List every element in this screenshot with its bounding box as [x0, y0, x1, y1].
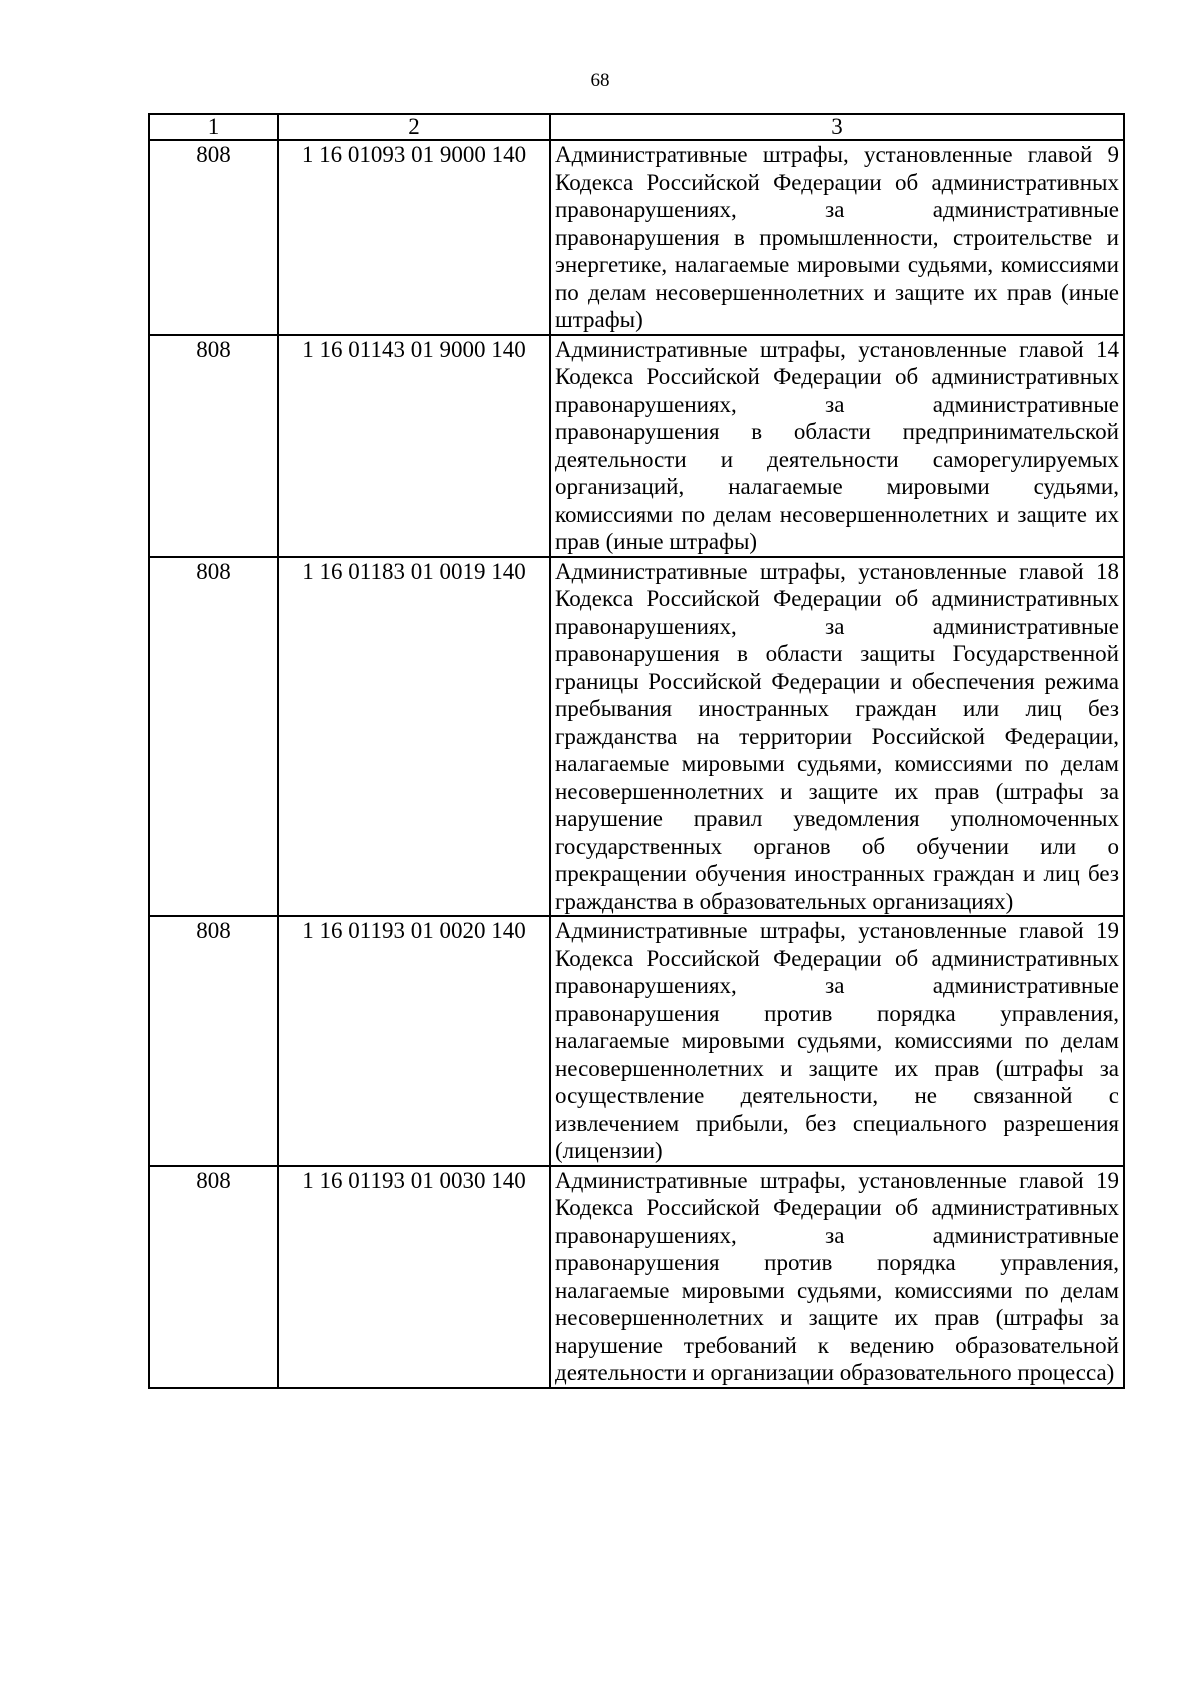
admin-code-cell: 808: [149, 335, 278, 557]
budget-classification-table: [148, 113, 1125, 1389]
table-header-row: [149, 114, 1124, 140]
column-header-1: 1: [149, 114, 278, 140]
description-cell: Административные штрафы, установленные главой 14 Кодекса Российской Федерации об административных правонарушениях, за административные правонарушения в области предпринимательской деятельности и деятельности саморегулируемых организаций, налагаемые мировыми судьями, комиссиями по делам несовершеннолетних и защите их прав (иные штрафы): [550, 335, 1124, 557]
page-number: 68: [590, 70, 610, 91]
description-cell: Административные штрафы, установленные главой 19 Кодекса Российской Федерации об административных правонарушениях, за административные правонарушения против порядка управления, налагаемые мировыми судьями, комиссиями по делам несовершеннолетних и защите их прав (штрафы за осуществление деятельности, не связанной с извлечением прибыли, без специального разрешения (лицензии): [550, 916, 1124, 1166]
column-header-2: 2: [278, 114, 550, 140]
table-row: [149, 1166, 1124, 1388]
description-cell: Административные штрафы, установленные главой 19 Кодекса Российской Федерации об административных правонарушениях, за административные правонарушения против порядка управления, налагаемые мировыми судьями, комиссиями по делам несовершеннолетних и защите их прав (штрафы за нарушение требований к ведению образовательной деятельности и организации образовательного процесса): [550, 1166, 1124, 1388]
description-cell: Административные штрафы, установленные главой 9 Кодекса Российской Федерации об административных правонарушениях, за административные правонарушения в промышленности, строительстве и энергетике, налагаемые мировыми судьями, комиссиями по делам несовершеннолетних и защите их прав (иные штрафы): [550, 140, 1124, 335]
table-row: [149, 557, 1124, 917]
budget-code-cell: 1 16 01143 01 9000 140: [278, 335, 550, 557]
admin-code-cell: 808: [149, 557, 278, 917]
admin-code-cell: 808: [149, 1166, 278, 1388]
table-row: [149, 140, 1124, 335]
budget-code-cell: 1 16 01193 01 0030 140: [278, 1166, 550, 1388]
admin-code-cell: 808: [149, 140, 278, 335]
admin-code-cell: 808: [149, 916, 278, 1166]
table-row: [149, 916, 1124, 1166]
table-row: [149, 335, 1124, 557]
description-cell: Административные штрафы, установленные главой 18 Кодекса Российской Федерации об административных правонарушениях, за административные правонарушения в области защиты Государственной границы Российской Федерации и обеспечения режима пребывания иностранных граждан или лиц без гражданства на территории Российской Федерации, налагаемые мировыми судьями, комиссиями по делам несовершеннолетних и защите их прав (штрафы за нарушение правил уведомления уполномоченных государственных органов об обучении или о прекращении обучения иностранных граждан и лиц без гражданства в образовательных организациях): [550, 557, 1124, 917]
budget-code-cell: 1 16 01093 01 9000 140: [278, 140, 550, 335]
budget-code-cell: 1 16 01183 01 0019 140: [278, 557, 550, 917]
column-header-3: 3: [550, 114, 1124, 140]
budget-code-cell: 1 16 01193 01 0020 140: [278, 916, 550, 1166]
